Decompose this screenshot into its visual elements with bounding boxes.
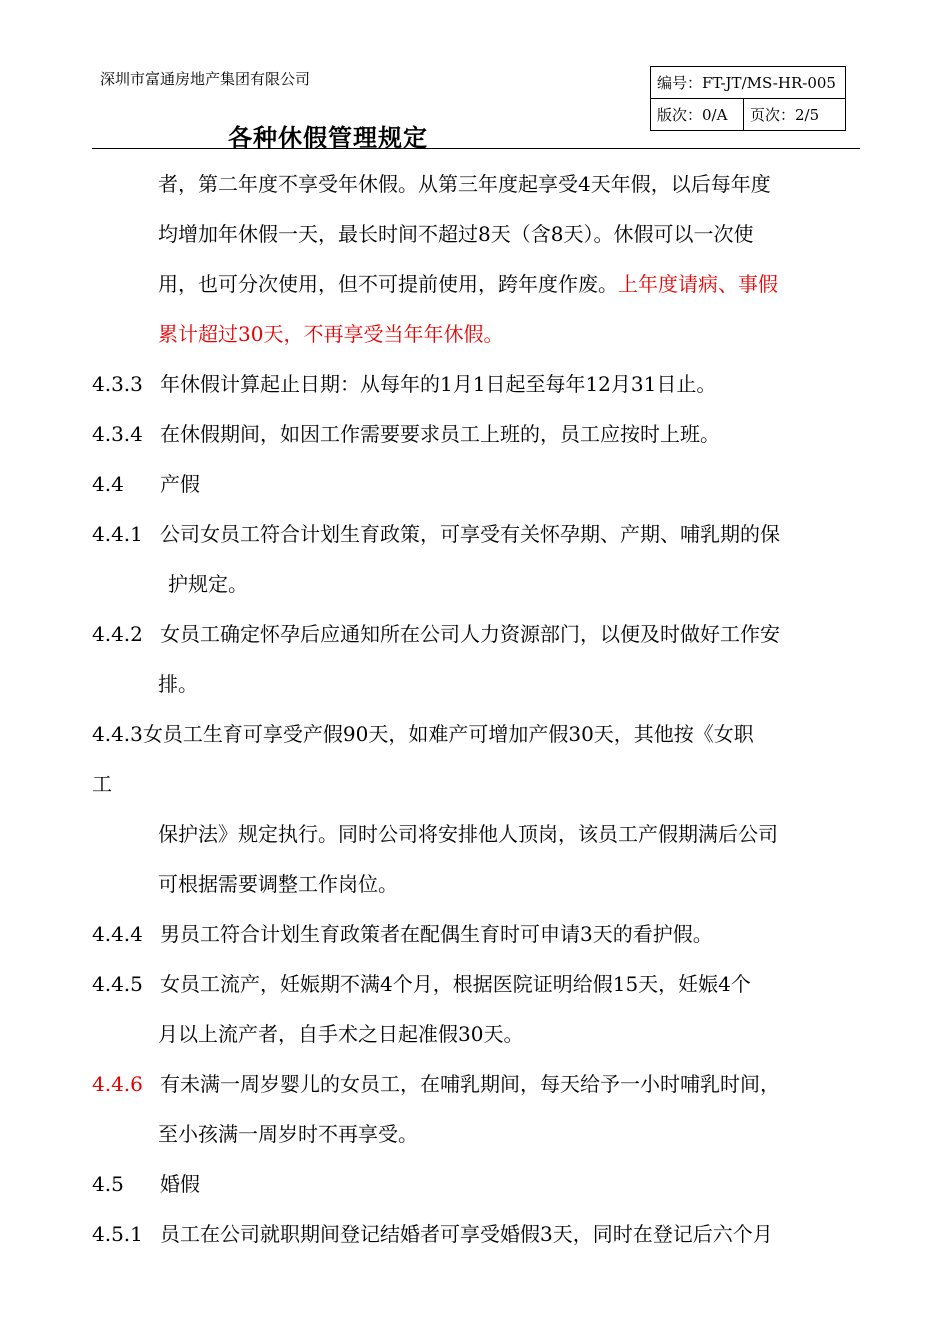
page-number: 页次：2/5 xyxy=(743,99,819,130)
text-line xyxy=(158,270,778,298)
section-number: 4.4.4 xyxy=(92,922,143,946)
doc-number: 编号：FT-JT/MS-HR-005 xyxy=(657,74,836,92)
section-text: 在休假期间，如因工作需要要求员工上班的，员工应按时上班。 xyxy=(160,422,720,446)
section-continuation: 护规定。 xyxy=(168,572,248,596)
section-4-5 xyxy=(92,1170,200,1198)
section-number: 4.4.3 xyxy=(92,722,143,746)
section-text: 女员工生育可享受产假90天，如难产可增加产假30天，其他按《女职 xyxy=(142,722,754,746)
section-continuation: 至小孩满一周岁时不再享受。 xyxy=(158,1122,418,1146)
section-heading: 婚假 xyxy=(160,1172,200,1196)
section-4-4 xyxy=(92,470,200,498)
document-info-table xyxy=(650,66,846,131)
section-4-4-6 xyxy=(92,1070,780,1098)
section-number: 4.4.2 xyxy=(92,622,143,646)
version-page-row xyxy=(651,98,845,130)
highlighted-text: 上年度请病、事假 xyxy=(618,272,778,296)
section-text: 员工在公司就职期间登记结婚者可享受婚假3天，同时在登记后六个月 xyxy=(160,1222,773,1246)
section-heading: 产假 xyxy=(160,472,200,496)
header-divider xyxy=(92,148,860,149)
section-4-4-3 xyxy=(92,720,754,748)
highlighted-text-line: 累计超过30天，不再享受当年年休假。 xyxy=(158,322,504,346)
section-text: 公司女员工符合计划生育政策，可享受有关怀孕期、产期、哺乳期的保 xyxy=(160,522,780,546)
section-number: 4.5.1 xyxy=(92,1222,143,1246)
section-continuation: 可根据需要调整工作岗位。 xyxy=(158,872,398,896)
text-line: 均增加年休假一天，最长时间不超过8天（含8天）。休假可以一次使 xyxy=(158,222,754,246)
section-4-4-5 xyxy=(92,970,751,998)
section-continuation: 月以上流产者，自手术之日起准假30天。 xyxy=(158,1022,524,1046)
section-number: 4.3.4 xyxy=(92,422,143,446)
text-line: 者，第二年度不享受年休假。从第三年度起享受4天年假，以后每年度 xyxy=(158,172,771,196)
company-name: 深圳市富通房地产集团有限公司 xyxy=(100,70,311,88)
section-number: 4.4.1 xyxy=(92,522,143,546)
section-continuation: 保护法》规定执行。同时公司将安排他人顶岗，该员工产假期满后公司 xyxy=(158,822,778,846)
section-text: 女员工确定怀孕后应通知所在公司人力资源部门，以便及时做好工作安 xyxy=(160,622,780,646)
section-4-5-1 xyxy=(92,1220,773,1248)
section-continuation: 工 xyxy=(92,772,112,796)
section-number: 4.5 xyxy=(92,1172,124,1196)
section-number-highlighted: 4.4.6 xyxy=(92,1072,143,1096)
section-continuation: 排。 xyxy=(158,672,198,696)
section-number: 4.4 xyxy=(92,472,124,496)
section-4-3-3 xyxy=(92,370,716,398)
section-text: 年休假计算起止日期：从每年的1月1日起至每年12月31日止。 xyxy=(160,372,717,396)
section-4-4-2 xyxy=(92,620,780,648)
doc-number-row xyxy=(651,67,845,98)
section-text: 女员工流产，妊娠期不满4个月，根据医院证明给假15天，妊娠4个 xyxy=(160,972,751,996)
section-4-3-4 xyxy=(92,420,720,448)
section-number: 4.4.5 xyxy=(92,972,143,996)
section-4-4-1 xyxy=(92,520,780,548)
section-text: 男员工符合计划生育政策者在配偶生育时可申请3天的看护假。 xyxy=(160,922,713,946)
section-number: 4.3.3 xyxy=(92,372,143,396)
document-title: 各种休假管理规定 xyxy=(228,124,428,152)
text-segment: 用，也可分次使用，但不可提前使用，跨年度作废。 xyxy=(158,272,618,296)
section-text: 有未满一周岁婴儿的女员工，在哺乳期间，每天给予一小时哺乳时间， xyxy=(160,1072,780,1096)
version-number: 版次：0/A xyxy=(657,106,728,124)
section-4-4-4 xyxy=(92,920,713,948)
